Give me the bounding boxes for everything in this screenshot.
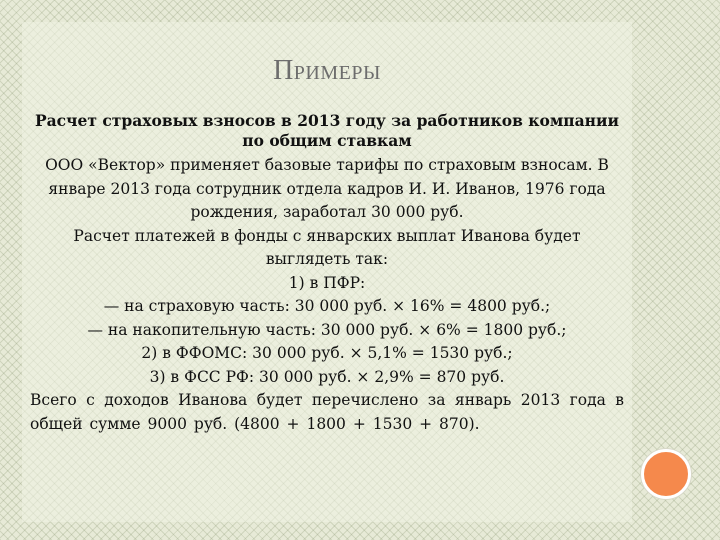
item-pfr: 1) в ПФР: <box>288 273 366 292</box>
example-heading: Расчет страховых взносов в 2013 году за работников компании по общим ставкам <box>34 111 620 150</box>
total-paragraph: Всего с доходов Иванова будет перечислено за январь 2013 года в общей сумме 9000 руб. (4800 + 1800 + 1530 + 870). <box>30 391 624 433</box>
accent-circle <box>641 449 691 499</box>
slide <box>22 22 632 522</box>
item-pfr-funded: — на накопительную часть: 30 000 руб. × 6% = 1800 руб.; <box>87 320 567 339</box>
slide-content <box>30 111 624 436</box>
item-pfr-insurance: — на страховую часть: 30 000 руб. × 16% = 4800 руб.; <box>103 297 551 315</box>
item-ffoms: 2) в ФФОМС: 30 000 руб. × 5,1% = 1530 руб.; <box>141 344 513 362</box>
calc-intro: Расчет платежей в фонды с январских выплат Иванова будет выглядеть так: <box>73 226 581 268</box>
example-intro: ООО «Вектор» применяет базовые тарифы по страховым взносам. В январе 2013 года сотрудник отдела кадров И. И. Иванов, 1976 года рождения, заработал 30 000 руб. <box>45 156 609 221</box>
slide-title: Примеры <box>273 55 381 86</box>
item-fss: 3) в ФСС РФ: 30 000 руб. × 2,9% = 870 руб. <box>149 367 505 386</box>
